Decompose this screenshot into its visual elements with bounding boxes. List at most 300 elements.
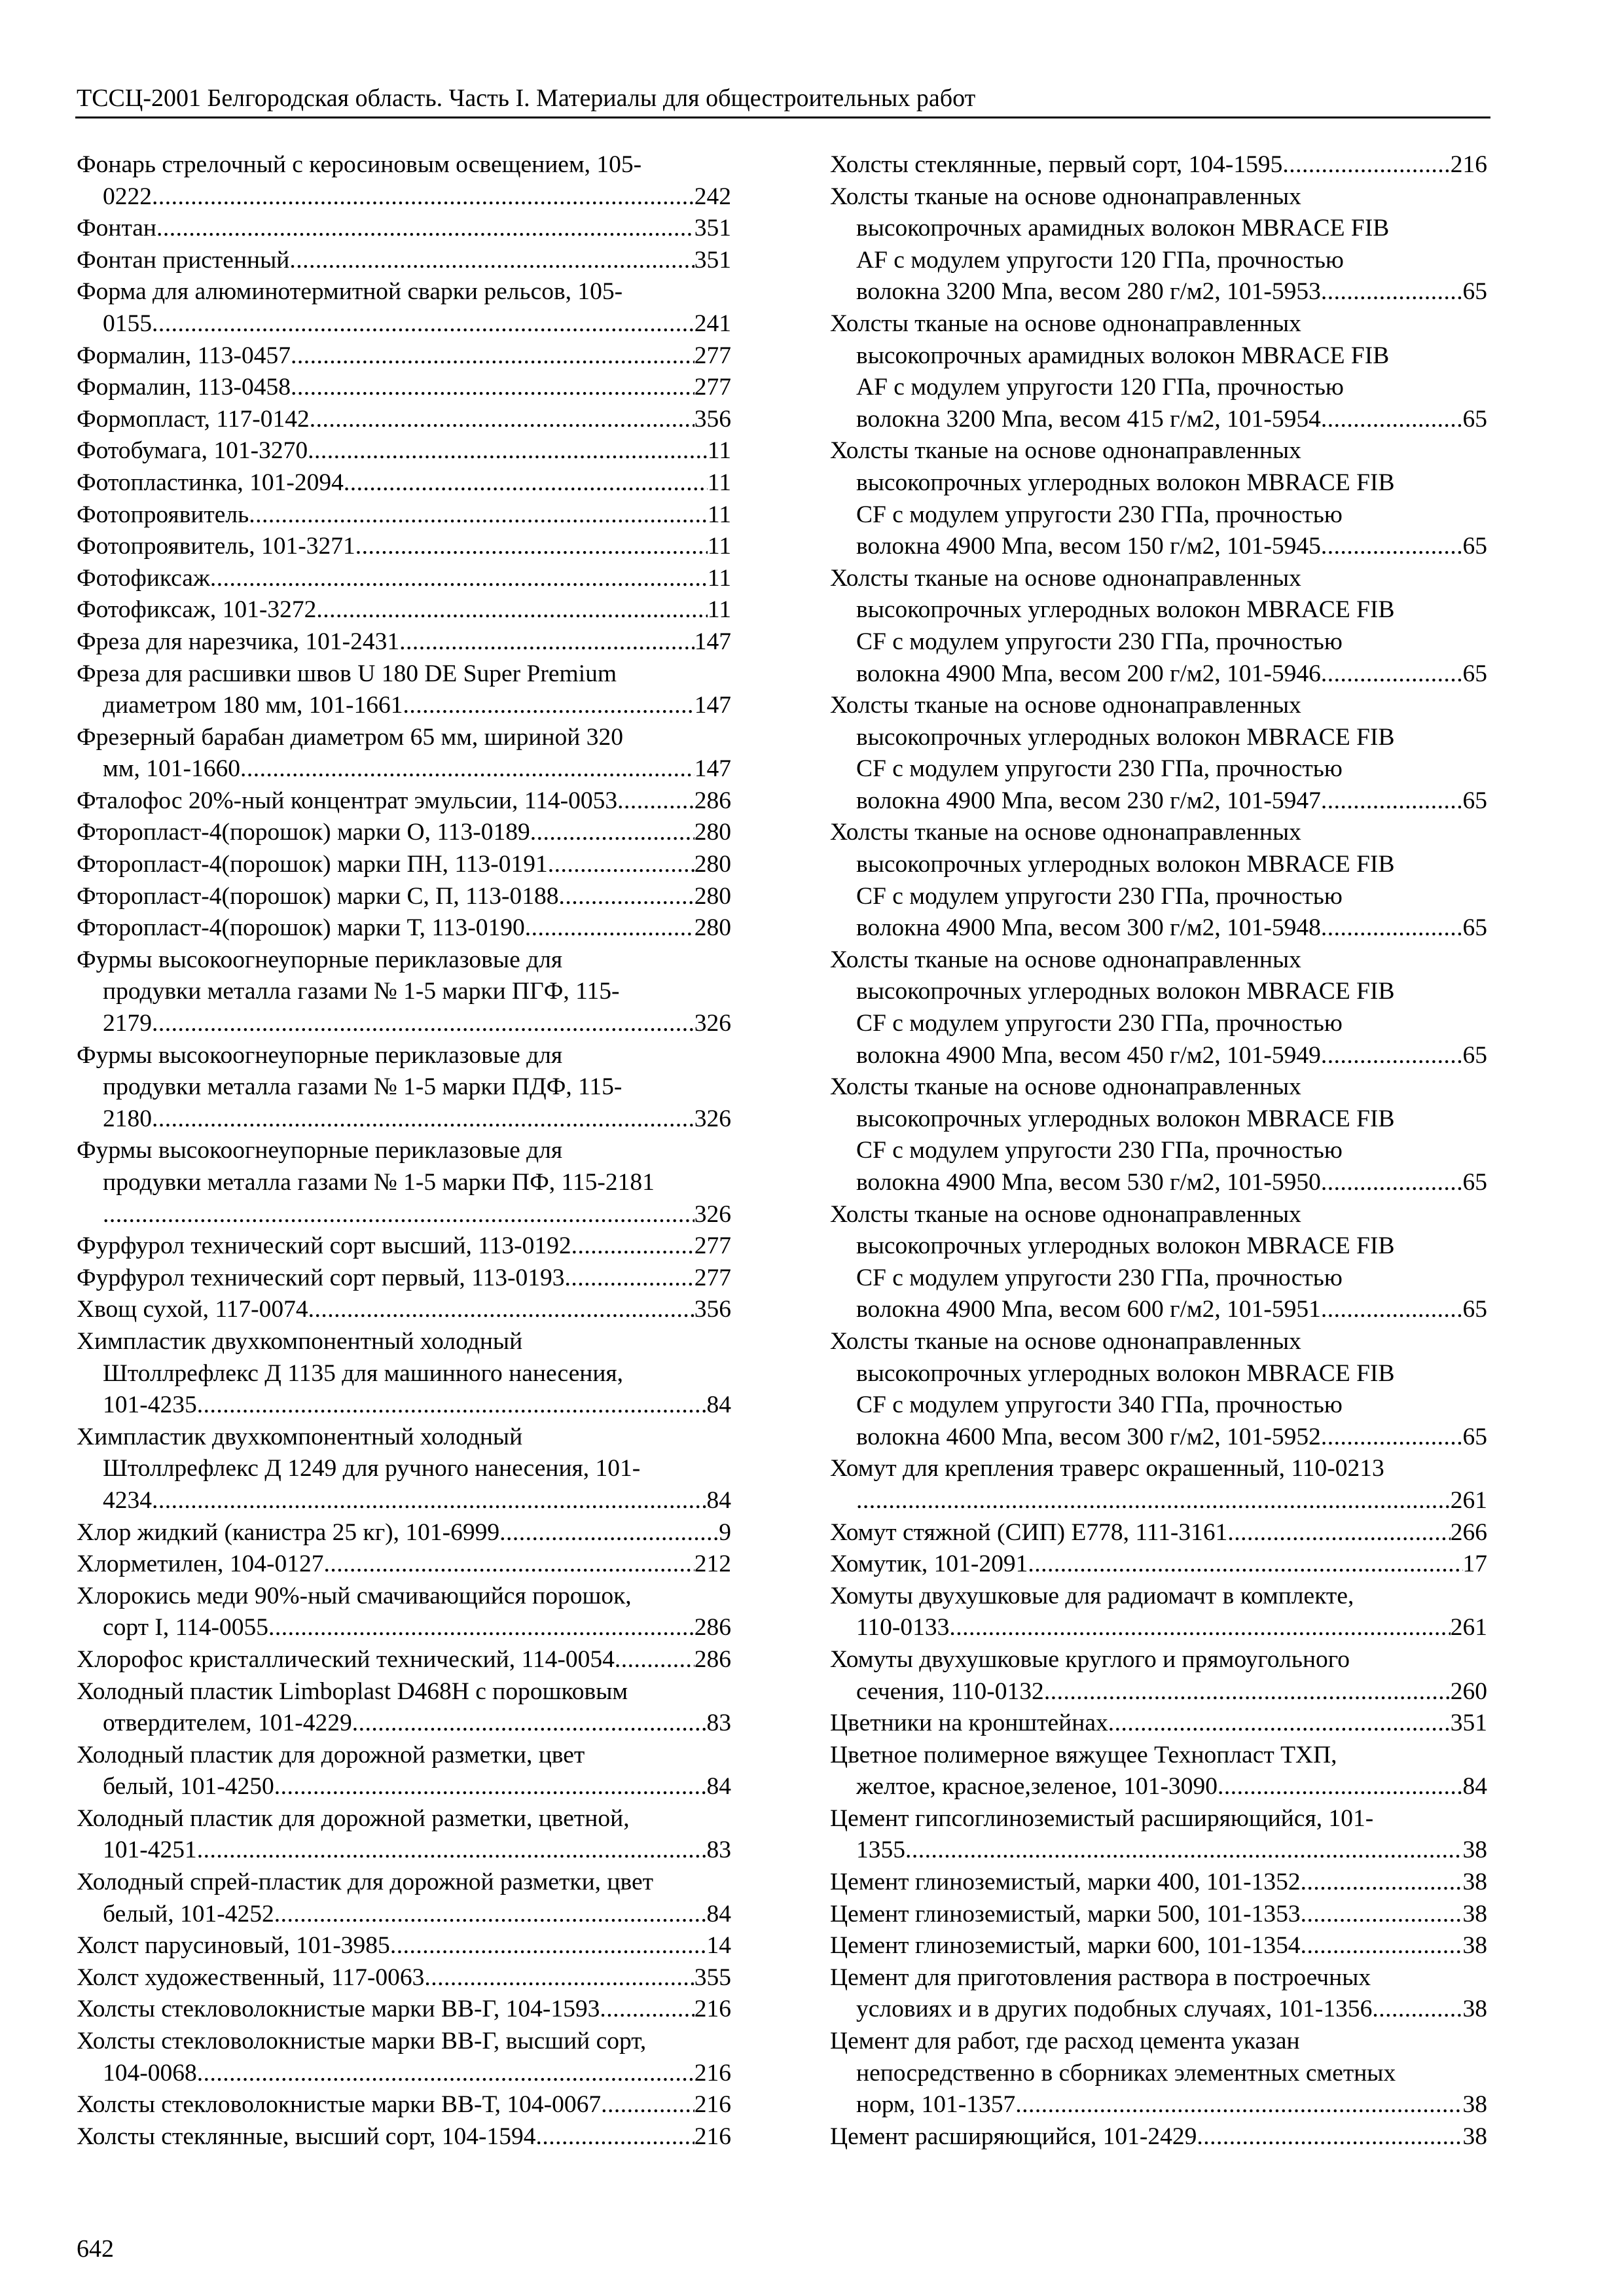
- index-entry-text: продувки металла газами № 1-5 марки ПФ, 115-2181: [103, 1169, 655, 1196]
- dot-leader: [274, 1771, 707, 1803]
- dot-leader: [197, 1835, 707, 1867]
- index-page-ref: 65: [1462, 660, 1487, 687]
- index-entry: [77, 912, 731, 944]
- index-page-ref: 147: [694, 628, 731, 655]
- dot-leader: [152, 181, 695, 213]
- index-entry: [830, 1326, 1487, 1453]
- index-entry-leader-line: [77, 690, 731, 722]
- index-page-ref: 286: [694, 787, 731, 814]
- index-page-ref: 83: [706, 1710, 731, 1737]
- index-entry: [77, 563, 731, 595]
- dot-leader: [1321, 1294, 1463, 1326]
- index-page-ref: 11: [707, 469, 731, 496]
- index-entry-text: Фурмы высокоогнеупорные периклазовые для: [77, 1137, 563, 1164]
- index-entry-text: Холсты стекловолокнистые марки ВВ-Г, высший сорт,: [77, 2028, 647, 2055]
- index-entry-text: Фотопроявитель, 101-3271: [77, 533, 355, 560]
- index-entry-text: Цемент для работ, где расход цемента указан: [830, 2028, 1300, 2055]
- index-entry-text: Формопласт, 117-0142: [77, 405, 310, 433]
- index-entry-leader-line: [77, 2121, 731, 2153]
- index-entry-leader-line: [830, 1994, 1487, 2026]
- index-entry-leader-line: [830, 1612, 1487, 1644]
- index-entry-leader-line: [77, 1930, 731, 1962]
- index-entry-leader-line: [77, 308, 731, 340]
- dot-leader: [1321, 658, 1463, 691]
- dot-leader: [949, 1612, 1450, 1644]
- index-entry-text: Формалин, 113-0458: [77, 374, 291, 401]
- index-entry-text: волокна 4900 Мпа, весом 600 г/м2, 101-5951: [856, 1296, 1321, 1323]
- dot-leader: [548, 849, 695, 881]
- index-entry: [77, 245, 731, 277]
- index-entry: [77, 1803, 731, 1867]
- index-entry-text: CF с модулем упругости 230 ГПа, прочностью: [856, 755, 1343, 783]
- index-entry: [77, 1644, 731, 1676]
- index-page-ref: 355: [694, 1964, 731, 1991]
- index-page-ref: 326: [694, 1010, 731, 1037]
- index-entry-leader-line: [830, 1835, 1487, 1867]
- index-entry-text: Холсты стекловолокнистые марки ВВ-Т, 104-0067: [77, 2091, 602, 2119]
- index-entry-text: Штоллрефлекс Д 1135 для машинного нанесения,: [103, 1359, 624, 1387]
- dot-leader: [1372, 1994, 1462, 2026]
- dot-leader: [103, 1199, 695, 1231]
- index-entry-text: Хлор жидкий (канистра 25 кг), 101-6999: [77, 1518, 500, 1546]
- index-entry-text: мм, 101-1660: [103, 755, 240, 783]
- index-entry-leader-line: [77, 753, 731, 785]
- index-entry-text: CF с модулем упругости 230 ГПа, прочностью: [856, 1137, 1343, 1164]
- index-entry: [77, 2026, 731, 2089]
- index-entry: [830, 1962, 1487, 2026]
- index-entry-leader-line: [77, 1294, 731, 1326]
- index-entry-text: Фторопласт-4(порошок) марки О, 113-0189: [77, 819, 530, 846]
- index-entry: [77, 531, 731, 563]
- index-entry-text: Фторопласт-4(порошок) марки ПН, 113-0191: [77, 851, 548, 878]
- index-entry-text: высокопрочных углеродных волокон MBRACE FIB: [856, 723, 1395, 751]
- index-entry-leader-line: [77, 626, 731, 658]
- index-entry: [77, 1867, 731, 1930]
- index-entry: [77, 372, 731, 404]
- index-entry-leader-line: [830, 1930, 1487, 1962]
- index-entry: [830, 2026, 1487, 2121]
- index-entry: [77, 340, 731, 372]
- index-entry-text: Цветное полимерное вяжущее Технопласт ТХП,: [830, 1741, 1337, 1768]
- dot-leader: [617, 785, 695, 817]
- index-page-ref: 84: [706, 1900, 731, 1928]
- index-entry: [77, 435, 731, 467]
- index-page-ref: 351: [694, 215, 731, 242]
- index-page-ref: 11: [707, 564, 731, 592]
- index-entry-leader-line: [77, 1199, 731, 1231]
- dot-leader: [1321, 785, 1463, 817]
- index-page-ref: 277: [694, 374, 731, 401]
- index-entry-leader-line: [77, 1517, 731, 1549]
- index-entry-text: Штоллрефлекс Д 1249 для ручного нанесения, 101-: [103, 1455, 641, 1482]
- index-entry-text: высокопрочных углеродных волокон MBRACE FIB: [856, 469, 1395, 496]
- index-page-ref: 38: [1462, 2123, 1487, 2150]
- index-entry-text: белый, 101-4252: [103, 1900, 274, 1928]
- dot-leader: [152, 1485, 707, 1517]
- index-entry-text: Холсты стекловолокнистые марки ВВ-Г, 104-1593: [77, 1996, 600, 2023]
- index-entry-text: высокопрочных углеродных волокон MBRACE FIB: [856, 851, 1395, 878]
- index-entry: [77, 1135, 731, 1230]
- index-entry-text: 110-0133: [856, 1614, 950, 1641]
- index-entry: [830, 435, 1487, 562]
- index-entry: [77, 944, 731, 1040]
- index-entry-leader-line: [77, 1485, 731, 1517]
- index-entry-text: Форма для алюминотермитной сварки рельсов, 105-: [77, 278, 623, 306]
- index-entry-text: Хомуты двухушковые круглого и прямоугольного: [830, 1645, 1350, 1673]
- index-entry: [77, 1040, 731, 1136]
- dot-leader: [1321, 1040, 1463, 1072]
- dot-leader: [424, 1962, 694, 1994]
- index-entry-leader-line: [830, 1040, 1487, 1072]
- index-entry: [830, 563, 1487, 690]
- index-entry-text: Цемент глиноземистый, марки 500, 101-1353: [830, 1900, 1301, 1928]
- index-entry-leader-line: [77, 1994, 731, 2026]
- index-column-right: [830, 149, 1487, 2153]
- index-entry-leader-line: [77, 245, 731, 277]
- dot-leader: [600, 1994, 694, 2026]
- index-entry-text: 101-4235: [103, 1391, 197, 1419]
- index-entry-text: Хлорофос кристаллический технический, 114-0054: [77, 1645, 615, 1673]
- index-entry: [77, 817, 731, 849]
- index-page-ref: 11: [707, 533, 731, 560]
- index-entry: [830, 1867, 1487, 1899]
- dot-leader: [152, 1103, 695, 1136]
- dot-leader: [399, 626, 695, 658]
- index-entry: [77, 1517, 731, 1549]
- index-page-ref: 17: [1462, 1551, 1487, 1578]
- index-page-ref: 38: [1462, 2091, 1487, 2119]
- index-entry-text: Холсты стеклянные, высший сорт, 104-1594: [77, 2123, 536, 2150]
- index-entry-text: 104-0068: [103, 2059, 197, 2087]
- index-entry: [77, 1930, 731, 1962]
- index-entry-leader-line: [77, 1835, 731, 1867]
- index-entry-leader-line: [830, 2089, 1487, 2121]
- index-entry-leader-line: [77, 1390, 731, 1422]
- page-number: 642: [77, 2235, 114, 2263]
- index-entry-text: Фонтан пристенный: [77, 246, 290, 274]
- index-page-ref: 261: [1450, 1614, 1487, 1641]
- index-entry: [77, 785, 731, 817]
- index-page-ref: 356: [694, 1296, 731, 1323]
- dot-leader: [1301, 1899, 1463, 1931]
- index-entry-text: Холодный спрей-пластик для дорожной разметки, цвет: [77, 1869, 653, 1896]
- index-entry-text: CF с модулем упругости 230 ГПа, прочностью: [856, 882, 1343, 910]
- index-entry: [77, 849, 731, 881]
- index-entry-leader-line: [77, 499, 731, 531]
- index-entry-text: Холст парусиновый, 101-3985: [77, 1932, 390, 1960]
- dot-leader: [530, 817, 695, 849]
- dot-leader: [156, 213, 695, 245]
- index-entry-leader-line: [77, 1899, 731, 1931]
- index-entry-leader-line: [77, 213, 731, 245]
- index-entry-leader-line: [830, 1676, 1487, 1708]
- index-entry: [77, 149, 731, 213]
- index-entry-leader-line: [830, 1867, 1487, 1899]
- index-entry-text: волокна 3200 Мпа, весом 280 г/м2, 101-5953: [856, 278, 1321, 306]
- dot-leader: [291, 340, 695, 372]
- index-entry-text: CF с модулем упругости 340 ГПа, прочностью: [856, 1391, 1343, 1419]
- index-entry-text: Фонарь стрелочный с керосиновым освещением, 105-: [77, 151, 642, 178]
- dot-leader: [1218, 1771, 1462, 1803]
- index-entry-text: Цветники на кронштейнах: [830, 1710, 1108, 1737]
- index-entry-text: сорт I, 114-0055: [103, 1614, 268, 1641]
- index-entry-text: Холодный пластик Limboplast D468H с порошковым: [77, 1677, 628, 1705]
- dot-leader: [1321, 1422, 1463, 1454]
- index-entry: [77, 2089, 731, 2121]
- index-entry-text: продувки металла газами № 1-5 марки ПДФ, 115-: [103, 1073, 623, 1101]
- index-entry: [77, 404, 731, 436]
- index-entry-leader-line: [830, 1771, 1487, 1803]
- index-entry-text: Формалин, 113-0457: [77, 342, 291, 369]
- index-page-ref: 326: [694, 1200, 731, 1228]
- index-entry-text: Холсты тканые на основе однонаправленных: [830, 183, 1301, 210]
- index-entry-text: волокна 4900 Мпа, весом 230 г/м2, 101-5947: [856, 787, 1321, 814]
- index-entry-leader-line: [77, 912, 731, 944]
- index-entry-text: Цемент глиноземистый, марки 400, 101-1352: [830, 1869, 1301, 1896]
- dot-leader: [310, 404, 695, 436]
- index-page-ref: 65: [1462, 405, 1487, 433]
- index-entry: [830, 2121, 1487, 2153]
- index-entry-leader-line: [830, 531, 1487, 563]
- index-entry-text: Фторопласт-4(порошок) марки Т, 113-0190: [77, 914, 525, 942]
- dot-leader: [210, 563, 708, 595]
- dot-leader: [289, 245, 694, 277]
- dot-leader: [1108, 1708, 1451, 1740]
- index-page-ref: 280: [694, 882, 731, 910]
- index-entry: [77, 1326, 731, 1422]
- index-entry: [830, 1199, 1487, 1326]
- index-entry-text: Фторопласт-4(порошок) марки С, П, 113-0188: [77, 882, 559, 910]
- dot-leader: [308, 1294, 695, 1326]
- index-entry: [830, 1930, 1487, 1962]
- index-entry-text: Хомут для крепления траверс окрашенный, 110-0213: [830, 1455, 1384, 1482]
- index-page-ref: 286: [694, 1614, 731, 1641]
- index-page-ref: 280: [694, 851, 731, 878]
- index-entry-text: 0222: [103, 183, 152, 210]
- index-entry: [830, 1644, 1487, 1708]
- index-entry-leader-line: [77, 1612, 731, 1644]
- index-entry-text: Хомут стяжной (СИП) Е778, 111-3161: [830, 1518, 1228, 1546]
- index-page-ref: 216: [694, 2123, 731, 2150]
- dot-leader: [1044, 1676, 1451, 1708]
- index-entry-text: высокопрочных углеродных волокон MBRACE FIB: [856, 1232, 1395, 1260]
- index-entry-leader-line: [77, 435, 731, 467]
- index-entry: [77, 1422, 731, 1517]
- index-page-ref: 326: [694, 1105, 731, 1132]
- index-entry-text: Холсты тканые на основе однонаправленных: [830, 819, 1301, 846]
- index-entry-text: Цемент глиноземистый, марки 600, 101-1354: [830, 1932, 1301, 1960]
- index-entry: [77, 1263, 731, 1295]
- index-entry-leader-line: [77, 1230, 731, 1263]
- index-page-ref: 83: [706, 1837, 731, 1864]
- index-entry-leader-line: [830, 1708, 1487, 1740]
- index-page-ref: 9: [719, 1518, 731, 1546]
- index-entry-text: AF с модулем упругости 120 ГПа, прочностью: [856, 374, 1344, 401]
- dot-leader: [565, 1263, 695, 1295]
- dot-leader: [403, 690, 694, 722]
- index-entry-text: Хомуты двухушковые для радиомачт в комплекте,: [830, 1582, 1354, 1609]
- dot-leader: [1321, 912, 1463, 944]
- index-entry-text: высокопрочных углеродных волокон MBRACE FIB: [856, 978, 1395, 1005]
- index-entry: [830, 1071, 1487, 1198]
- dot-leader: [291, 372, 695, 404]
- index-page-ref: 216: [1450, 151, 1487, 178]
- index-entry-text: волокна 4600 Мпа, весом 300 г/м2, 101-5952: [856, 1423, 1321, 1450]
- index-entry: [77, 1549, 731, 1581]
- dot-leader: [1321, 1167, 1463, 1199]
- dot-leader: [1301, 1930, 1463, 1962]
- index-page-ref: 356: [694, 405, 731, 433]
- dot-leader: [1197, 2121, 1462, 2153]
- index-page-ref: 11: [707, 596, 731, 624]
- index-page-ref: 84: [706, 1773, 731, 1801]
- header-divider: [75, 117, 1490, 118]
- index-entry-leader-line: [830, 1517, 1487, 1549]
- index-entry: [77, 499, 731, 531]
- dot-leader: [1028, 1549, 1462, 1581]
- index-entry: [77, 1581, 731, 1644]
- index-entry-text: 2180: [103, 1105, 152, 1132]
- index-entry: [830, 1803, 1487, 1867]
- index-page-ref: 242: [694, 183, 731, 210]
- index-entry-text: 1355: [856, 1837, 905, 1864]
- index-entry: [77, 2121, 731, 2153]
- index-entry-text: Фонтан: [77, 215, 157, 242]
- index-entry-text: норм, 101-1357: [856, 2091, 1016, 2119]
- dot-leader: [1301, 1867, 1463, 1899]
- index-entry-leader-line: [830, 149, 1487, 181]
- index-entry-text: Фотопластинка, 101-2094: [77, 469, 344, 496]
- dot-leader: [344, 467, 708, 499]
- index-entry-text: Фотофиксаж: [77, 564, 210, 592]
- index-entry-text: Фурмы высокоогнеупорные периклазовые для: [77, 946, 563, 973]
- dot-leader: [240, 753, 695, 785]
- dot-leader: [571, 1230, 695, 1263]
- index-entry: [830, 1453, 1487, 1516]
- index-page-ref: 84: [1462, 1773, 1487, 1801]
- index-entry-text: Фреза для расшивки швов U 180 DE Super Premium: [77, 660, 617, 687]
- dot-leader: [558, 881, 694, 913]
- index-entry-leader-line: [77, 1103, 731, 1136]
- index-page-ref: 11: [707, 501, 731, 528]
- index-entry: [830, 181, 1487, 308]
- index-page-ref: 261: [1450, 1486, 1487, 1514]
- index-entry-text: 2179: [103, 1010, 152, 1037]
- index-entry: [77, 1294, 731, 1326]
- index-entry-leader-line: [77, 817, 731, 849]
- dot-leader: [525, 912, 695, 944]
- index-entry-text: отвердителем, 101-4229: [103, 1710, 352, 1737]
- index-entry-leader-line: [830, 912, 1487, 944]
- index-page-ref: 147: [694, 755, 731, 783]
- index-entry: [77, 1676, 731, 1740]
- index-page-ref: 216: [694, 2091, 731, 2119]
- index-entry-text: Фурфурол технический сорт высший, 113-0192: [77, 1232, 571, 1260]
- index-entry-text: Химпластик двухкомпонентный холодный: [77, 1423, 523, 1450]
- index-entry-text: волокна 4900 Мпа, весом 530 г/м2, 101-5950: [856, 1169, 1321, 1196]
- dot-leader: [352, 1708, 707, 1740]
- dot-leader: [249, 499, 708, 531]
- dot-leader: [323, 1549, 694, 1581]
- index-entry: [830, 944, 1487, 1071]
- index-entry-text: белый, 101-4250: [103, 1773, 274, 1801]
- index-entry-text: Холодный пластик для дорожной разметки, цветной,: [77, 1804, 630, 1832]
- index-entry-text: Хвощ сухой, 117-0074: [77, 1296, 308, 1323]
- index-page-ref: 351: [694, 246, 731, 274]
- index-entry-leader-line: [77, 531, 731, 563]
- dot-leader: [1015, 2089, 1462, 2121]
- index-entry-leader-line: [77, 404, 731, 436]
- index-entry-text: CF с модулем упругости 230 ГПа, прочностью: [856, 501, 1343, 528]
- index-page-ref: 241: [694, 310, 731, 337]
- dot-leader: [197, 1390, 707, 1422]
- dot-leader: [1227, 1517, 1450, 1549]
- index-entry-leader-line: [77, 2089, 731, 2121]
- index-page-ref: 266: [1450, 1518, 1487, 1546]
- dot-leader: [308, 435, 708, 467]
- index-entry-text: Холст художественный, 117-0063: [77, 1964, 425, 1991]
- index-entry-leader-line: [77, 1644, 731, 1676]
- index-page-ref: 65: [1462, 1296, 1487, 1323]
- dot-leader: [1321, 276, 1463, 308]
- index-page-ref: 11: [707, 437, 731, 465]
- index-entry-text: Фурфурол технический сорт первый, 113-0193: [77, 1264, 565, 1291]
- index-entry-text: Фотопроявитель: [77, 501, 249, 528]
- dot-leader: [499, 1517, 719, 1549]
- index-entry: [77, 881, 731, 913]
- index-page-ref: 84: [706, 1391, 731, 1419]
- index-entry-text: Фреза для нарезчика, 101-2431: [77, 628, 400, 655]
- index-page-ref: 65: [1462, 1423, 1487, 1450]
- index-entry: [830, 817, 1487, 944]
- dot-leader: [390, 1930, 707, 1962]
- index-entry-leader-line: [77, 1549, 731, 1581]
- dot-leader: [355, 531, 708, 563]
- index-entry-text: AF с модулем упругости 120 ГПа, прочностью: [856, 246, 1344, 274]
- dot-leader: [316, 594, 708, 626]
- index-entry-leader-line: [77, 2058, 731, 2090]
- dot-leader: [615, 1644, 695, 1676]
- index-entry-text: Хлорокись меди 90%-ный смачивающийся порошок,: [77, 1582, 632, 1609]
- index-entry-leader-line: [77, 340, 731, 372]
- index-entry-leader-line: [77, 881, 731, 913]
- index-page-ref: 14: [706, 1932, 731, 1960]
- index-entry-text: Холсты стеклянные, первый сорт, 104-1595: [830, 151, 1283, 178]
- dot-leader: [274, 1899, 707, 1931]
- index-entry-text: Холсты тканые на основе однонаправленных: [830, 692, 1301, 719]
- index-entry-text: волокна 4900 Мпа, весом 450 г/м2, 101-5949: [856, 1041, 1321, 1069]
- index-entry-text: высокопрочных углеродных волокон MBRACE FIB: [856, 1105, 1395, 1132]
- index-entry: [830, 1740, 1487, 1803]
- index-entry-text: сечения, 110-0132: [856, 1677, 1044, 1705]
- index-entry: [77, 658, 731, 722]
- index-entry-text: волокна 4900 Мпа, весом 300 г/м2, 101-5948: [856, 914, 1321, 942]
- index-page-ref: 65: [1462, 1041, 1487, 1069]
- index-entry-leader-line: [830, 785, 1487, 817]
- dot-leader: [856, 1485, 1451, 1517]
- index-entry-text: Холсты тканые на основе однонаправленных: [830, 1200, 1301, 1228]
- index-entry: [77, 626, 731, 658]
- index-entry-leader-line: [77, 1708, 731, 1740]
- index-entry-leader-line: [77, 594, 731, 626]
- index-entry-leader-line: [830, 658, 1487, 691]
- index-entry-text: 4234: [103, 1486, 152, 1514]
- index-page-ref: 38: [1462, 1996, 1487, 2023]
- index-entry-text: высокопрочных углеродных волокон MBRACE FIB: [856, 596, 1395, 624]
- index-entry-text: Цемент расширяющийся, 101-2429: [830, 2123, 1197, 2150]
- index-entry-text: CF с модулем упругости 230 ГПа, прочностью: [856, 628, 1343, 655]
- index-entry-text: высокопрочных арамидных волокон MBRACE FIB: [856, 342, 1390, 369]
